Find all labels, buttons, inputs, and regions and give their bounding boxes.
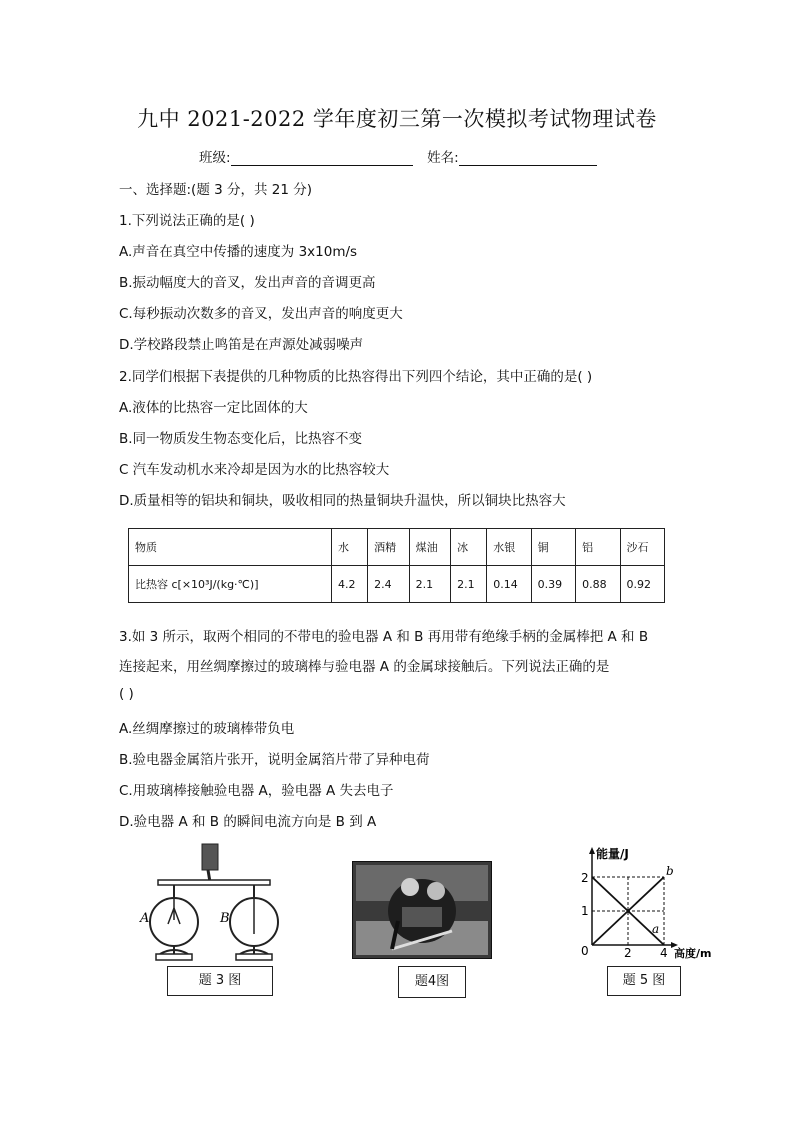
figure-3-electroscopes — [138, 842, 288, 970]
question-3-option-a: A.丝绸摩擦过的玻璃棒带负电 — [119, 721, 295, 737]
table-row-label: 比热容 c[×10³J/(kg·℃)] — [129, 566, 332, 603]
table-cell: 冰 — [451, 529, 487, 566]
table-cell: 0.88 — [576, 566, 620, 603]
table-cell: 2.4 — [368, 566, 409, 603]
figure-5-ylabel: 能量/J — [596, 847, 629, 861]
name-blank[interactable] — [459, 151, 597, 166]
figure-5-energy-graph — [578, 845, 726, 963]
question-1-option-c: C.每秒振动次数多的音叉，发出声音的响度更大 — [119, 306, 403, 322]
name-label: 姓名: — [427, 150, 459, 166]
question-3-stem-line-2: 连接起来，用丝绸摩擦过的玻璃棒与验电器 A 的金属球接触后。下列说法正确的是 — [119, 659, 610, 675]
question-3-option-d: D.验电器 A 和 B 的瞬间电流方向是 B 到 A — [119, 814, 377, 830]
question-1-option-d: D.学校路段禁止鸣笛是在声源处减弱噪声 — [119, 337, 364, 353]
class-label: 班级: — [199, 150, 231, 166]
question-3-option-b: B.验电器金属箔片张开，说明金属箔片带了异种电荷 — [119, 752, 430, 768]
table-row — [129, 566, 665, 603]
section-heading: 一、选择题:(题 3 分，共 21 分) — [119, 182, 313, 198]
metal-rod — [158, 880, 270, 885]
question-2-option-a: A.液体的比热容一定比固体的大 — [119, 400, 308, 416]
question-3-option-c: C.用玻璃棒接触验电器 A，验电器 A 失去电子 — [119, 783, 394, 799]
question-1-option-b: B.振动幅度大的音叉，发出声音的音调更高 — [119, 275, 376, 291]
table-cell: 酒精 — [368, 529, 409, 566]
figure-5-label-a: a — [652, 922, 660, 936]
figure-3-caption: 题 3 图 — [167, 966, 273, 996]
figure-5-y-tick: 1 — [581, 904, 589, 918]
figure-5-x-tick: 4 — [660, 946, 668, 960]
table-cell: 沙石 — [620, 529, 664, 566]
table-cell: 铝 — [576, 529, 620, 566]
student-info-line — [199, 146, 597, 166]
question-2-stem: 2.同学们根据下表提供的几种物质的比热容得出下列四个结论，其中正确的是( ) — [119, 369, 593, 385]
question-3-stem-line-1: 3.如 3 所示，取两个相同的不带电的验电器 A 和 B 再用带有绝缘手柄的金属棒把 A 和 B — [119, 629, 649, 645]
figure-5-xlabel: 高度/m — [674, 947, 712, 960]
figure-3-label-b: B — [220, 911, 230, 926]
figure-5-x-tick: 2 — [624, 946, 632, 960]
page-title: 九中 2021-2022 学年度初三第一次模拟考试物理试卷 — [137, 107, 657, 131]
table-cell: 0.39 — [531, 566, 575, 603]
table-cell: 0.14 — [487, 566, 531, 603]
class-blank[interactable] — [231, 151, 413, 166]
specific-heat-table — [128, 528, 665, 603]
table-cell: 水 — [332, 529, 368, 566]
electroscope-b — [230, 885, 278, 960]
table-cell: 0.92 — [620, 566, 664, 603]
table-cell: 2.1 — [409, 566, 450, 603]
figure-5-label-b: b — [666, 864, 674, 878]
table-cell: 铜 — [531, 529, 575, 566]
table-cell: 4.2 — [332, 566, 368, 603]
figure-5-y-tick: 2 — [581, 871, 589, 885]
table-cell: 煤油 — [409, 529, 450, 566]
figure-5-caption: 题 5 图 — [607, 966, 681, 996]
question-2-option-c: C 汽车发动机水来冷却是因为水的比热容较大 — [119, 462, 390, 478]
insulated-handle — [202, 844, 218, 870]
question-2-option-d: D.质量相等的铝块和铜块，吸收相同的热量铜块升温快，所以铜块比热容大 — [119, 493, 566, 509]
question-1-stem: 1.下列说法正确的是( ) — [119, 213, 255, 229]
question-1-option-a: A.声音在真空中传播的速度为 3x10m/s — [119, 244, 358, 260]
table-row — [129, 529, 665, 566]
electroscope-a — [150, 885, 198, 960]
question-2-option-b: B.同一物质发生物态变化后，比热容不变 — [119, 431, 363, 447]
table-cell: 水银 — [487, 529, 531, 566]
figure-5-origin: 0 — [581, 944, 589, 958]
table-header-label: 物质 — [129, 529, 332, 566]
figure-4-caption: 题4图 — [398, 966, 466, 998]
figure-4-photo — [352, 861, 492, 959]
question-3-stem-line-3: ( ) — [119, 686, 134, 702]
figure-3-label-a: A — [140, 911, 150, 926]
table-cell: 2.1 — [451, 566, 487, 603]
